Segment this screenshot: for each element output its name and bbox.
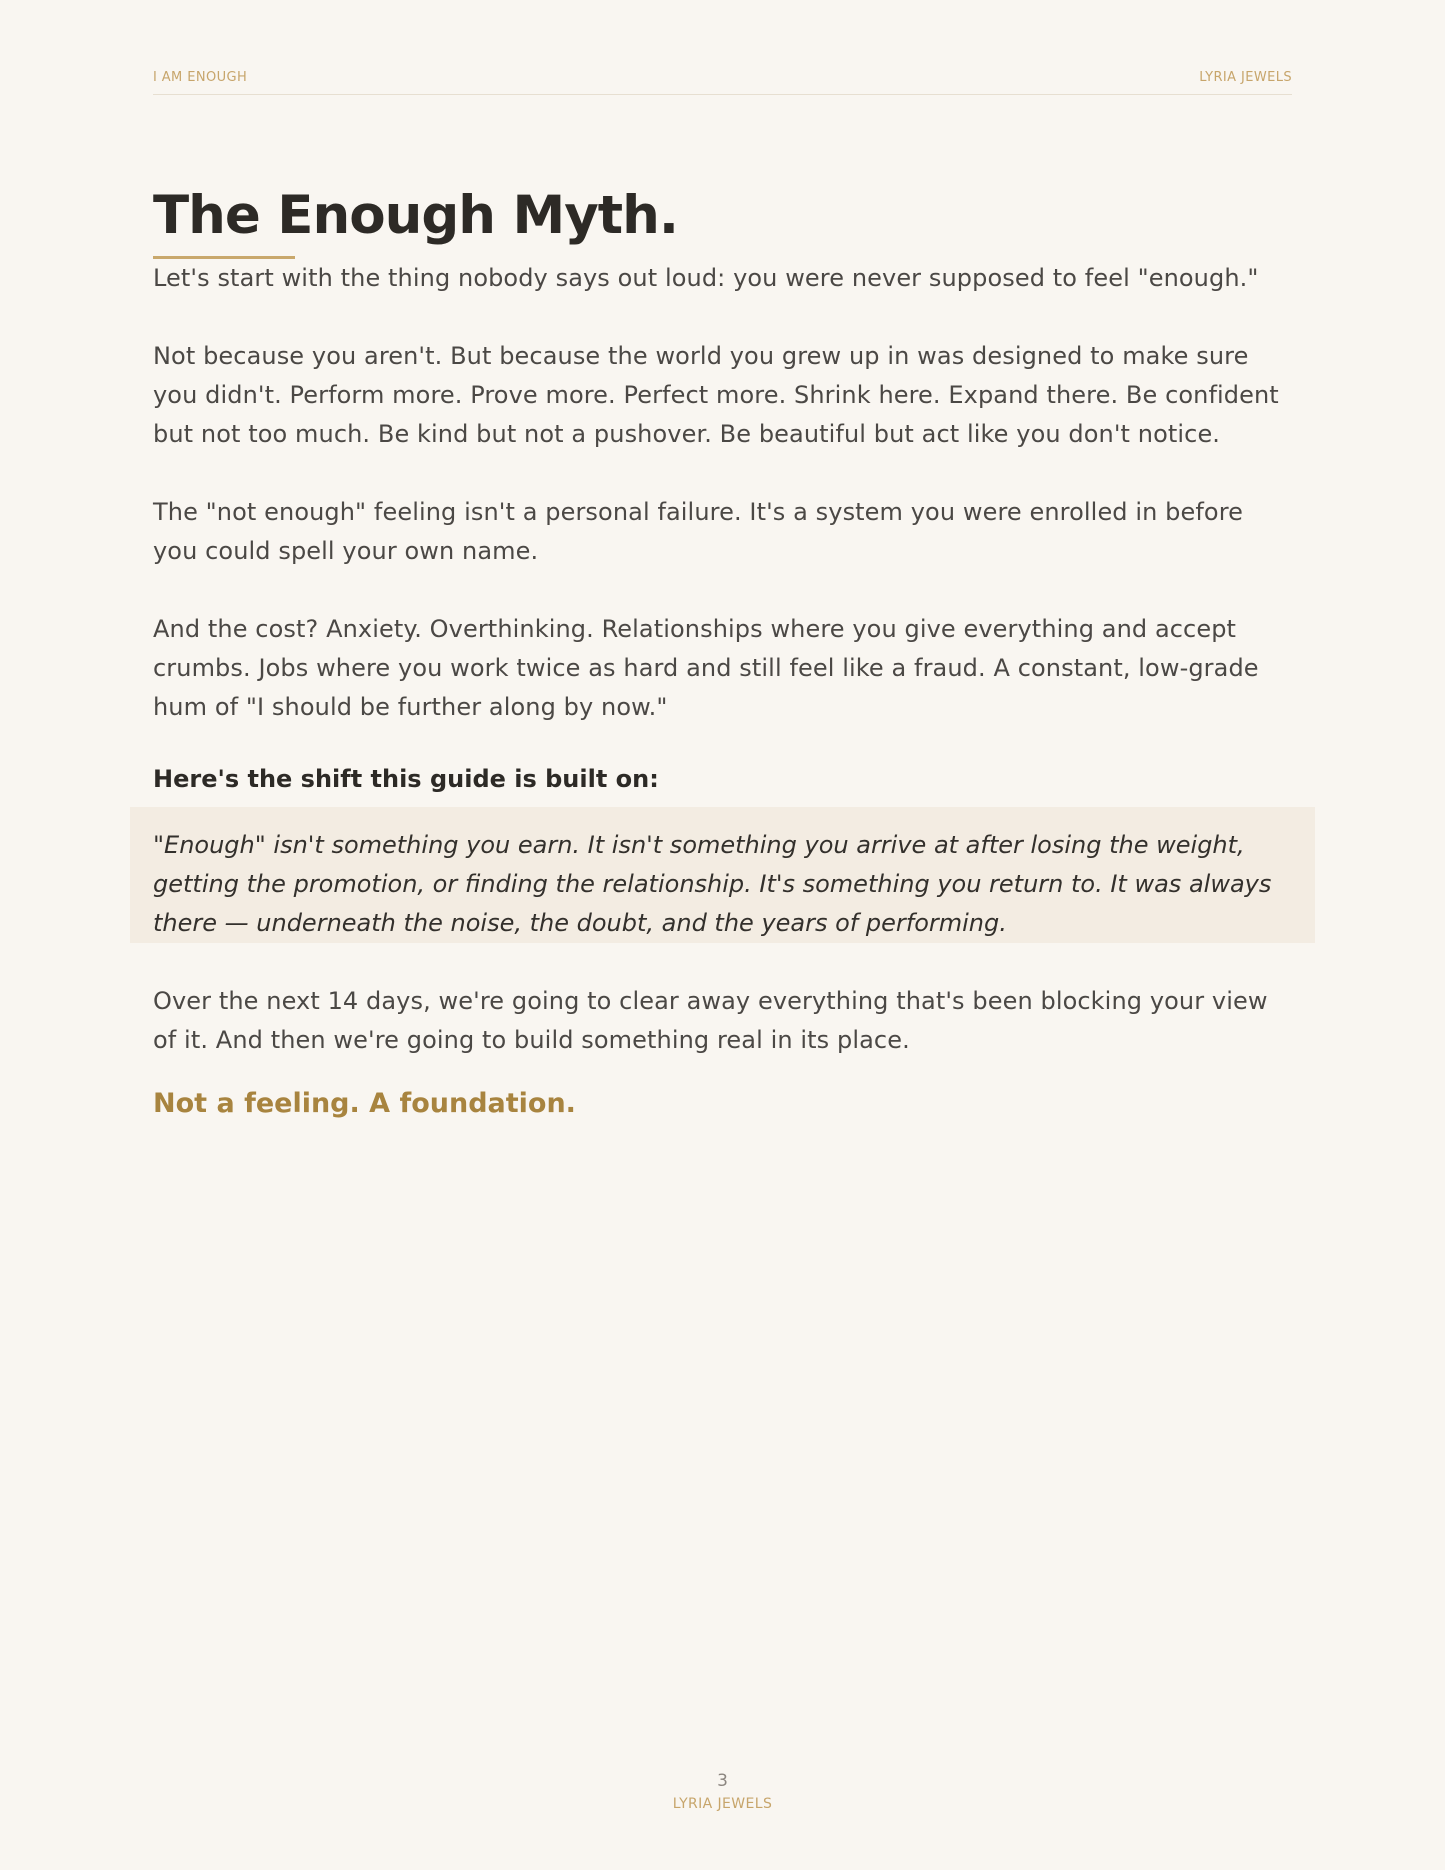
header-series-title: I AM ENOUGH [153, 70, 248, 85]
paragraph-system: The "not enough" feeling isn't a personal failure. It's a system you were enrolled in before you could spell your own name. [153, 498, 1244, 565]
page-title: The Enough Myth. [153, 185, 678, 246]
shift-heading: Here's the shift this guide is built on: [153, 765, 659, 793]
paragraph-intro: Let's start with the thing nobody says out loud: you were never supposed to feel "enough." [153, 264, 1259, 292]
paragraph-cost: And the cost? Anxiety. Overthinking. Relationships where you give everything and accept crumbs. Jobs where you work twice as hard and still feel like a fraud. A constant, low-grade hum of "I should be further along by now." [153, 615, 1259, 721]
running-header [153, 70, 1292, 95]
page-number: 3 [717, 1771, 728, 1791]
body-copy [153, 259, 1292, 1124]
paragraph-closing: Over the next 14 days, we're going to clear away everything that's been blocking your view of it. And then we're going to build something real in its place. [153, 987, 1268, 1054]
pull-quote [130, 807, 1315, 943]
pull-quote-text: "Enough" isn't something you earn. It isn't something you arrive at after losing the weight, getting the promotion, or finding the relationship. It's something you return to. It was always there — underneath the noise, the doubt, and the years of performing. [153, 831, 1272, 937]
tagline: Not a feeling. A foundation. [153, 1088, 576, 1119]
header-brand: LYRIA JEWELS [1199, 70, 1292, 85]
document-page [153, 0, 1292, 1870]
paragraph-world: Not because you aren't. But because the world you grew up in was designed to make sure you didn't. Perform more. Prove more. Perfect more. Shrink here. Expand there. Be confident but not too much. Be kind but not a pushover. Be beautiful but act like you don't notice. [153, 342, 1279, 448]
footer-brand: LYRIA JEWELS [672, 1796, 773, 1812]
